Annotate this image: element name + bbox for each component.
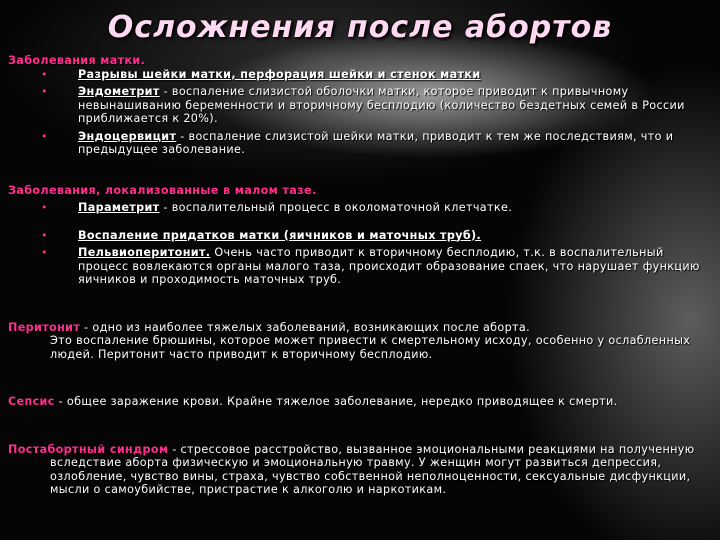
postabortion-text: - стрессовое расстройство, вызванное эмоциональными реакциями на полученную вследствие аборта физическую и эмоциональную травму. У женщин могут развиться депрессия, озлобление, чувство вины, страха, чувство собственной неполноценности, сексуальные дисфункции, мысли о самоубийстве, пристрастие к алкоголю и наркотикам.	[50, 442, 695, 496]
list-item-term: Воспаление придатков матки (яичников и маточных труб).	[78, 228, 482, 242]
pelvis-disease-list	[8, 201, 712, 287]
peritonitis-details: Это воспаление брюшины, которое может привести к смертельному исходу, особенно у ослабленных людей. Перитонит часто приводит к вторичному бесплодию.	[50, 334, 691, 361]
peritonitis-term: Перитонит	[8, 320, 81, 334]
bullet-icon: •	[41, 129, 48, 143]
sepsis-term: Сепсис	[8, 395, 55, 408]
section-heading-pelvis: Заболевания, локализованные в малом тазе.	[8, 183, 317, 197]
list-item	[8, 130, 712, 157]
bullet-icon: •	[41, 67, 48, 81]
list-item-text: Очень часто приводит к вторичному бесплодию, т.к. в воспалительный процесс вовлекаются органы малого таза, происходит образование спаек, что нарушает функцию яичников и проходимость маточных труб.	[78, 246, 700, 286]
spacer	[8, 157, 712, 184]
slide-title: Осложнения после абортов	[107, 10, 613, 45]
list-item-text: - воспалительный процесс в околоматочной клетчатке.	[159, 201, 513, 214]
bullet-icon: •	[41, 201, 48, 214]
spacer	[8, 361, 712, 395]
bullet-icon: •	[41, 246, 48, 259]
postabortion-term: Постабортный синдром	[8, 442, 169, 456]
list-item-text: - воспаление слизистой шейки матки, приводит к тем же последствиям, что и предыдущее заболевание.	[78, 129, 674, 156]
peritonitis-paragraph	[8, 321, 712, 362]
bullet-icon: •	[41, 228, 48, 242]
list-item	[8, 68, 712, 82]
list-item	[8, 85, 712, 126]
sepsis-text: - общее заражение крови. Крайне тяжелое заболевание, нередко приводящее к смерти.	[54, 395, 618, 408]
list-item-term: Параметрит	[78, 201, 160, 214]
sepsis-paragraph	[8, 395, 712, 409]
uterus-disease-list	[8, 68, 712, 157]
list-item-text: - воспаление слизистой оболочки матки, которое приводит к привычному невынашиванию беременности и вторичному бесплодию (количество бездетных семей в России приближается к 20%).	[78, 85, 685, 125]
list-item	[8, 201, 712, 215]
list-item	[8, 246, 712, 287]
list-item-term: Пельвиоперитонит.	[78, 246, 211, 259]
bullet-icon: •	[41, 85, 48, 98]
peritonitis-text: - одно из наиболее тяжелых заболеваний, возникающих после аборта.	[80, 320, 531, 334]
list-item-term: Разрывы шейки матки, перфорация шейки и стенок матки	[78, 67, 481, 81]
postabortion-paragraph	[8, 443, 712, 497]
spacer	[8, 287, 712, 321]
list-item	[8, 229, 712, 243]
list-item-term: Эндометрит	[78, 85, 160, 98]
spacer	[8, 409, 712, 443]
section-heading-uterus: Заболевания матки.	[8, 54, 146, 67]
list-item-term: Эндоцервицит	[78, 129, 177, 143]
slide-content	[8, 54, 712, 497]
